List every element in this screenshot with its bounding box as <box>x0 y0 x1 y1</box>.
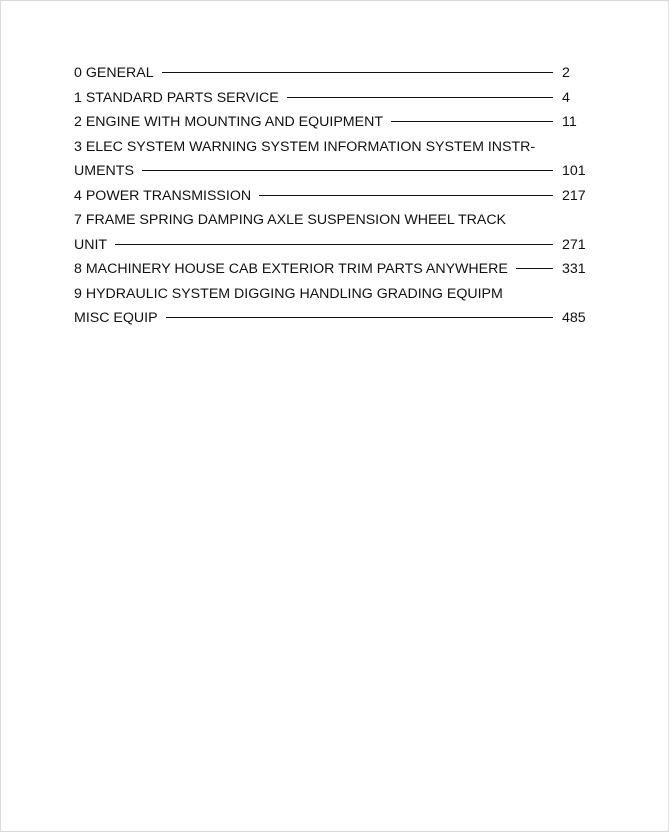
toc-entry-standard-parts-service[interactable] <box>74 86 594 111</box>
toc-leader-line <box>516 268 553 269</box>
toc-leader-line <box>287 97 553 98</box>
toc-page-number: 101 <box>562 163 586 179</box>
toc-entry-title: 2 ENGINE WITH MOUNTING AND EQUIPMENT <box>74 114 383 130</box>
toc-page-number: 217 <box>562 187 586 204</box>
toc-line <box>74 159 594 184</box>
toc-page-number: 271 <box>562 236 586 253</box>
toc-entry-title: 9 HYDRAULIC SYSTEM DIGGING HANDLING GRADING EQUIPM <box>74 285 503 302</box>
toc-entry-frame-spring[interactable] <box>74 208 594 257</box>
toc-page-number: 4 <box>562 89 570 106</box>
toc-leader-line <box>142 170 553 171</box>
toc-entry-power-transmission[interactable] <box>74 184 594 209</box>
toc-line <box>74 233 594 258</box>
toc-entry-machinery-house[interactable] <box>74 257 594 282</box>
toc-entry-elec-system[interactable] <box>74 135 594 184</box>
toc-leader-line <box>391 121 553 122</box>
toc-leader-line <box>162 72 553 73</box>
toc-entry-engine[interactable] <box>74 110 594 135</box>
toc-entry-general[interactable] <box>74 61 594 86</box>
toc-page-number: 11 <box>562 114 577 130</box>
toc-leader-line <box>115 244 553 245</box>
toc-entry-title: 1 STANDARD PARTS SERVICE <box>74 89 279 106</box>
toc-leader-line <box>166 317 553 318</box>
toc-leader-line <box>259 195 553 196</box>
toc-entry-title: 0 GENERAL <box>74 65 154 81</box>
toc-page-number: 2 <box>562 65 570 81</box>
toc-entry-title: 4 POWER TRANSMISSION <box>74 187 252 204</box>
toc-entry-title: 7 FRAME SPRING DAMPING AXLE SUSPENSION WHEEL TRACK <box>74 212 507 228</box>
toc-entry-hydraulic-system[interactable] <box>74 282 594 331</box>
toc-page-number: 331 <box>562 261 586 277</box>
toc-line <box>74 86 594 111</box>
toc-entry-title-continued: MISC EQUIP <box>74 310 158 326</box>
toc-page-number: 485 <box>562 310 586 326</box>
toc-entry-title: 8 MACHINERY HOUSE CAB EXTERIOR TRIM PARTS ANYWHERE <box>74 261 508 277</box>
toc-entry-title-continued: UMENTS <box>74 163 134 179</box>
toc-line <box>74 184 594 209</box>
toc-line <box>74 61 594 86</box>
toc-line <box>74 306 594 331</box>
toc-entry-title-continued: UNIT <box>74 236 108 253</box>
toc-line <box>74 110 594 135</box>
toc-line <box>74 257 594 282</box>
toc-entry-title: 3 ELEC SYSTEM WARNING SYSTEM INFORMATION SYSTEM INSTR- <box>74 138 536 155</box>
table-of-contents <box>74 61 594 331</box>
